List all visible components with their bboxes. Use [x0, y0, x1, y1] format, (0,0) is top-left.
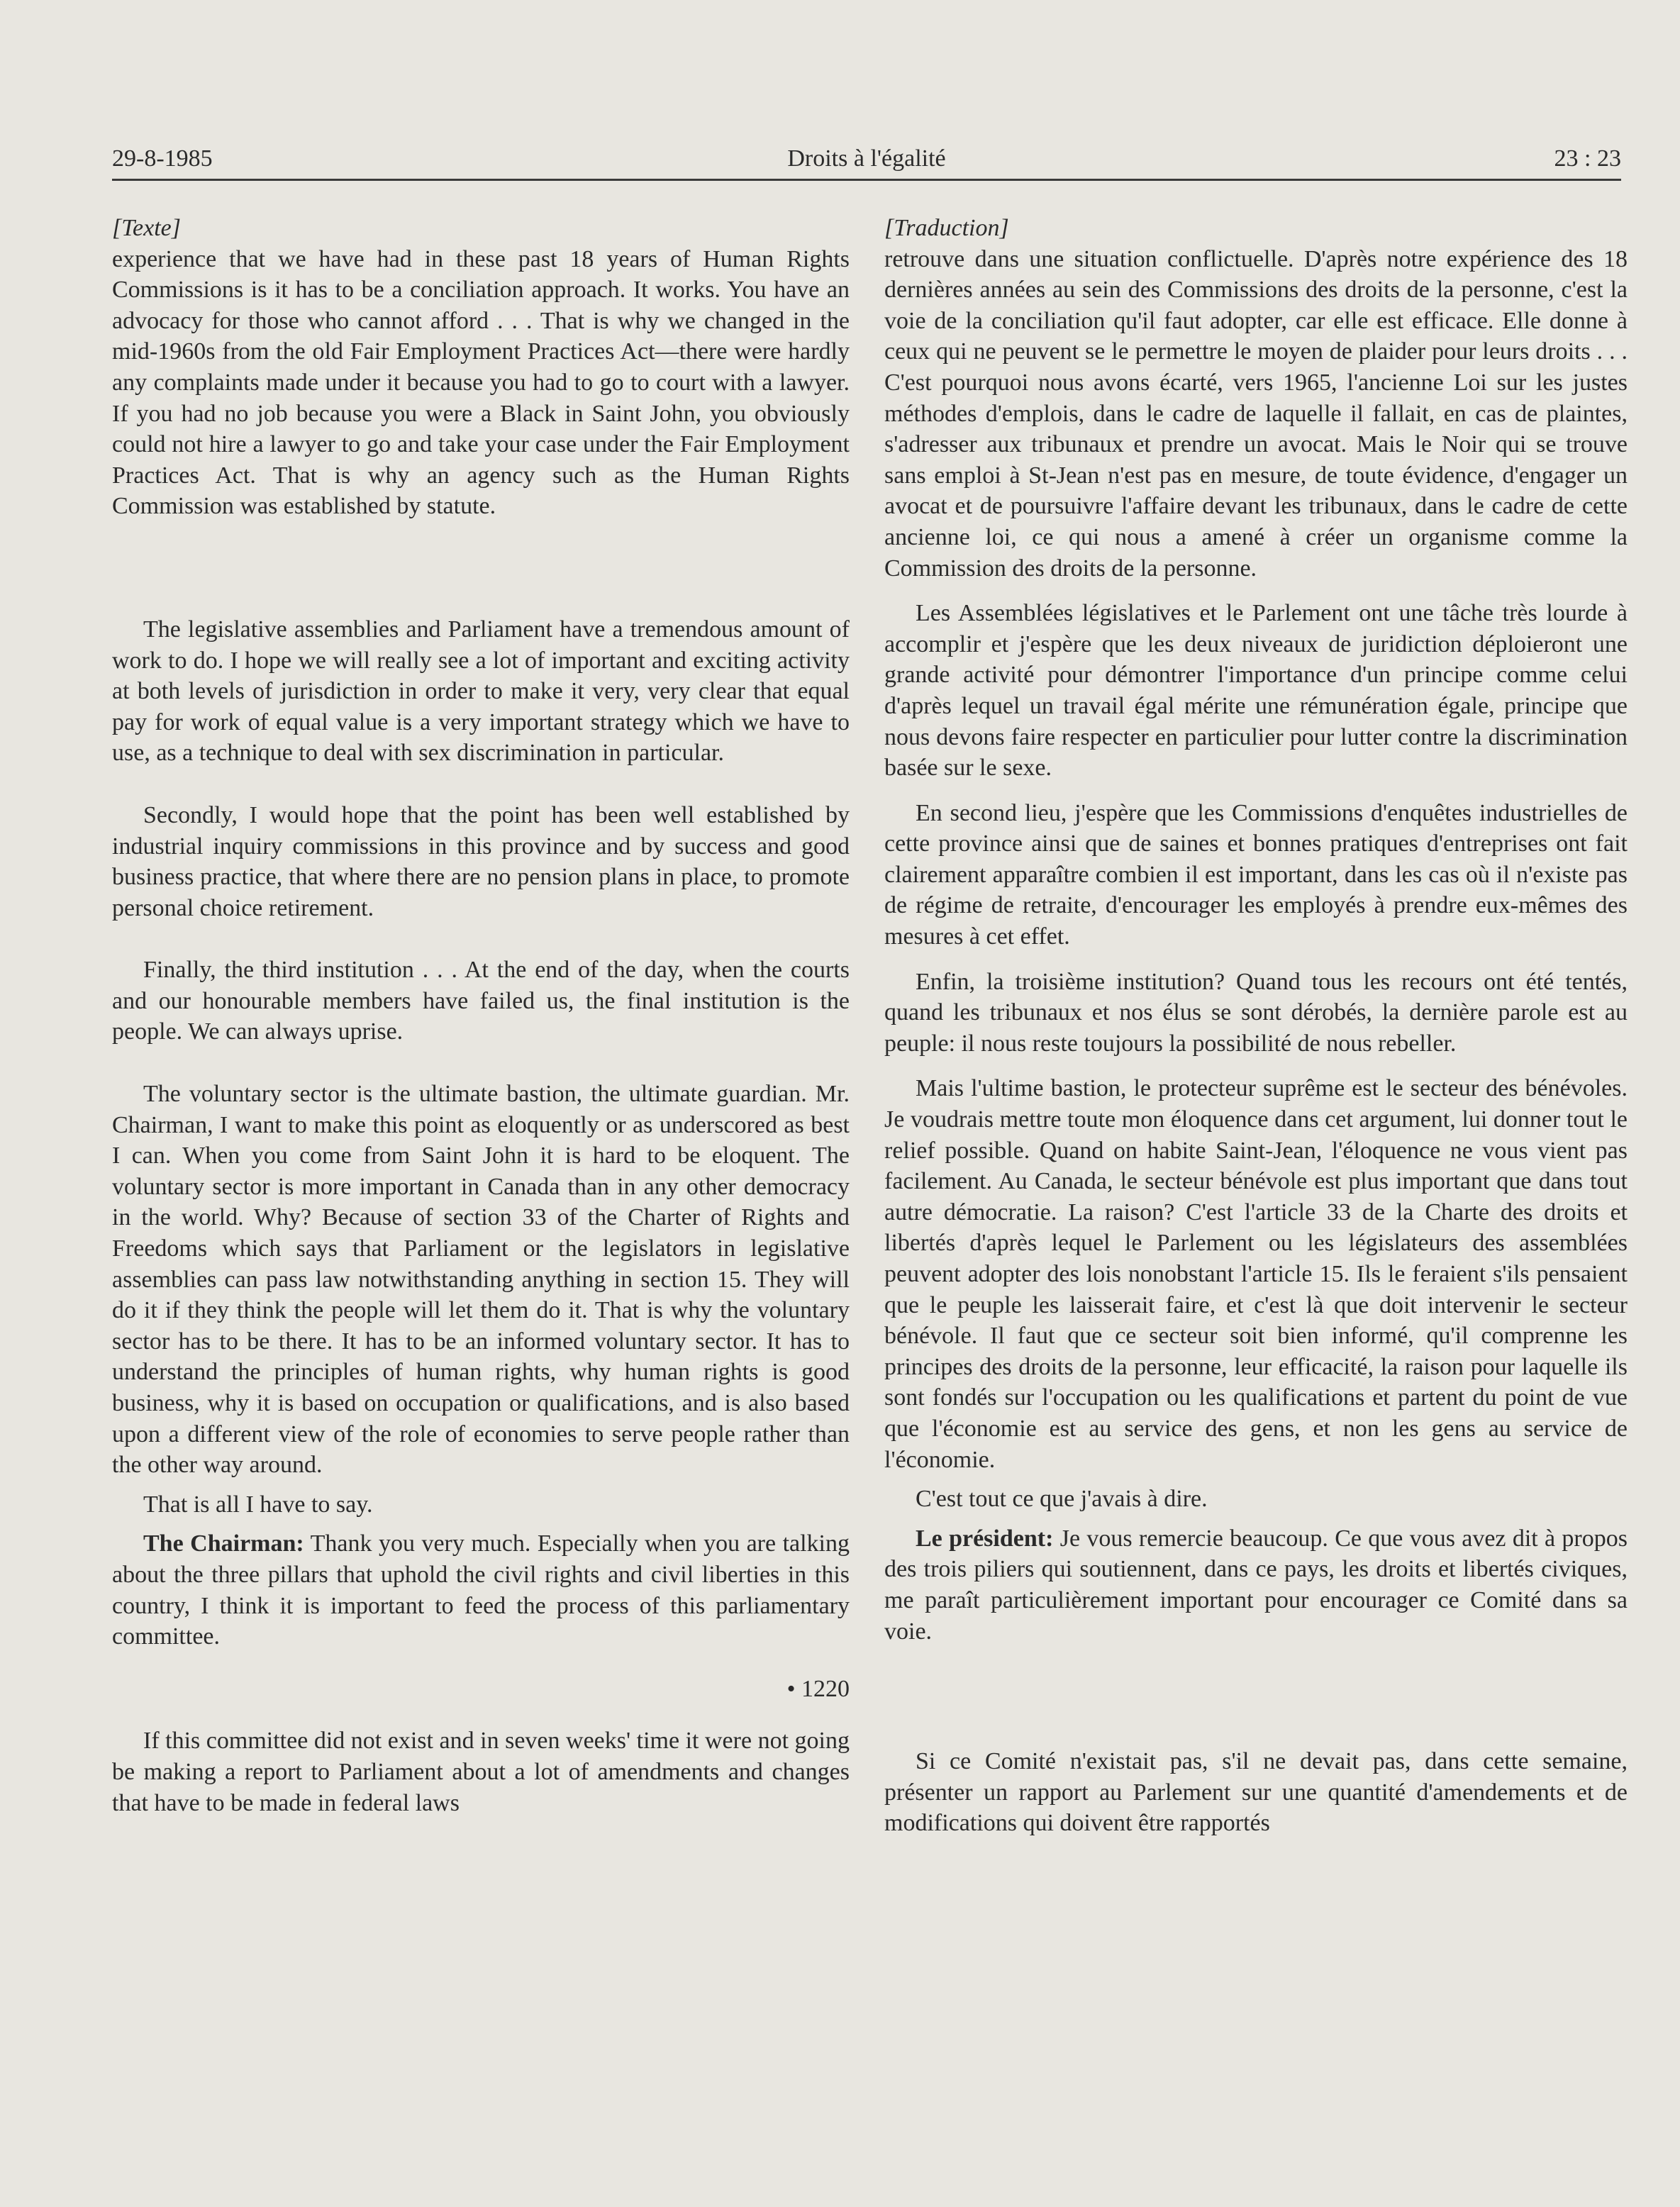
speaker-text: Je vous remercie beaucoup. Ce que vous avez dit à propos des trois piliers qui soutiennent, dans ce pays, les droits et libertés civiques, me paraît particulièrement important pour encourager ce Comité dans sa voie. — [884, 1525, 1628, 1645]
paragraph: En second lieu, j'espère que les Commissions d'enquêtes industrielles de cette province ainsi que de saines et bonnes pratiques d'entreprises ont fait clairement apparaître combien il est important, dans les cas où il n'existe pas de régime de retraite, d'encourager les employés à prendre eux-mêmes des mesures à cet effet. — [884, 799, 1628, 950]
time-marker: • 1220 — [786, 1675, 850, 1702]
paragraph: That is all I have to say. — [143, 1491, 373, 1518]
paragraph: The legislative assemblies and Parliament have a tremendous amount of work to do. I hope we will really see a lot of important and exciting activity at both levels of jurisdiction in order to make it very, very clear that equal pay for work of equal value is a very important strategy which we have to use, as a technique to deal with sex discrimination in particular. — [112, 616, 850, 767]
paragraph: Les Assemblées législatives et le Parlement ont une tâche très lourde à accomplir et j'espère que les deux niveaux de juridiction déploieront une grande activité pour démontrer l'importance d'un principe comme celui d'après lequel un travail égal mérite une rémunération égale, principe que nous devons faire respecter en particulier pour lutter contre la discrimination basée sur le sexe. — [884, 600, 1628, 782]
paragraph: The voluntary sector is the ultimate bastion, the ultimate guardian. Mr. Chairman, I want to make this point as eloquently or as underscored as best I can. When you come from Saint John it is hard to be eloquent. The voluntary sector is more important in Canada than in any other democracy in the world. Why? Because of section 33 of the Charter of Rights and Freedoms which says that Parliament or the legislators in legislative assemblies can pass law notwithstanding anything in section 15. They will do it if they think the people will let them do it. That is why the voluntary sector has to be there. It has to be an informed voluntary sector. It has to understand the principles of human rights, why human rights is good business, why it is based on occupation or qualifications, and is also based upon a different view of the role of economies to serve people rather than the other way around. — [112, 1081, 850, 1479]
speaker-name: Le président: — [916, 1525, 1054, 1552]
language-tag: [Traduction] — [884, 215, 1009, 241]
paragraph: Mais l'ultime bastion, le protecteur suprême est le secteur des bénévoles. Je voudrais mettre toute mon éloquence dans cet argument, lui donner tout le relief possible. Quand on habite Saint-Jean, l'éloquence ne vous vient pas facilement. Au Canada, le secteur bénévole est plus important que dans tout autre démocratie. La raison? C'est l'article 33 de la Charte des droits et libertés d'après lequel le Parlement ou les législateurs des assemblées peuvent adopter des lois nonobstant l'article 15. Ils le feraient s'ils pensaient que le peuple les laisserait faire, et c'est là que doit intervenir le secteur bénévole. Il faut que ce secteur soit bien informé, qu'il comprenne les principes des droits de la personne, leur efficacité, la raison pour laquelle ils sont fondés sur l'occupation ou les qualifications et partent du point de vue que l'économie est au service des gens, et non les gens au service de l'économie. — [884, 1075, 1628, 1473]
paragraph: Finally, the third institution . . . At the end of the day, when the courts and our honourable members have failed us, the final institution is the people. We can always uprise. — [112, 957, 850, 1045]
paragraph: If this committee did not exist and in seven weeks' time it were not going be making a report to Parliament about a lot of amendments and changes that have to be made in federal laws — [112, 1728, 850, 1816]
language-tag: [Texte] — [112, 215, 181, 241]
header-rule — [112, 179, 1621, 181]
speaker-text: Thank you very much. Especially when you are talking about the three pillars that uphold the civil rights and civil liberties in this country, I think it is important to feed the process of this parliamentary committee. — [112, 1530, 850, 1650]
paragraph: Enfin, la troisième institution? Quand tous les recours ont été tentés, quand les tribunaux et nos élus se sont dérobés, la dernière parole est au peuple: il nous reste toujours la possibilité de nous rebeller. — [884, 968, 1628, 1057]
paragraph: retrouve dans une situation conflictuelle. D'après notre expérience des 18 dernières années au sein des Commissions des droits de la personne, c'est la voie de la conciliation qu'il faut adopter, car elle est efficace. Elle donne à ceux qui ne peuvent se le permettre le moyen de plaider pour leurs droits . . . C'est pourquoi nous avons écarté, vers 1965, l'ancienne Loi sur les justes méthodes d'emplois, dans le cadre de laquelle il fallait, en cas de plaintes, s'adresser aux tribunaux et prendre un avocat. Mais le Noir qui se trouve sans emploi à St-Jean n'est pas en mesure, de toute évidence, d'engager un avocat et de poursuivre l'affaire devant les tribunaux, dans le cadre de cette ancienne loi, ce qui nous a amené à créer un organisme comme la Commission des droits de la personne. — [884, 245, 1628, 582]
french-column — [884, 213, 1628, 1839]
paragraph: Secondly, I would hope that the point has been well established by industrial inquiry commissions in this province and by success and good business practice, that where there are no pension plans in place, to promote personal choice retirement. — [112, 801, 850, 921]
speaker-name: The Chairman: — [143, 1530, 304, 1557]
chairman-paragraph — [112, 1528, 850, 1652]
header-date: 29-8-1985 — [112, 145, 213, 172]
paragraph: C'est tout ce que j'avais à dire. — [916, 1486, 1208, 1513]
header-title: Droits à l'égalité — [787, 145, 946, 172]
paragraph: Si ce Comité n'existait pas, s'il ne devait pas, dans cette semaine, présenter un rapport au Parlement sur une quantité d'amendements et de modifications qui doivent être rapportés — [884, 1748, 1628, 1837]
paragraph: experience that we have had in these past 18 years of Human Rights Commissions is it has to be a conciliation approach. It works. You have an advocacy for those who cannot afford . . . That is why we changed in the mid-1960s from the old Fair Employment Practices Act—there were hardly any complaints made under it because you had to go to court with a lawyer. If you had no job because you were a Black in Saint John, you obviously could not hire a lawyer to go and take your case under the Fair Employment Practices Act. That is why an agency such as the Human Rights Commission was established by statute. — [112, 245, 850, 520]
running-header — [112, 142, 1621, 176]
english-column — [112, 213, 850, 1818]
header-page-number: 23 : 23 — [1554, 145, 1621, 172]
chairman-paragraph — [884, 1523, 1628, 1647]
